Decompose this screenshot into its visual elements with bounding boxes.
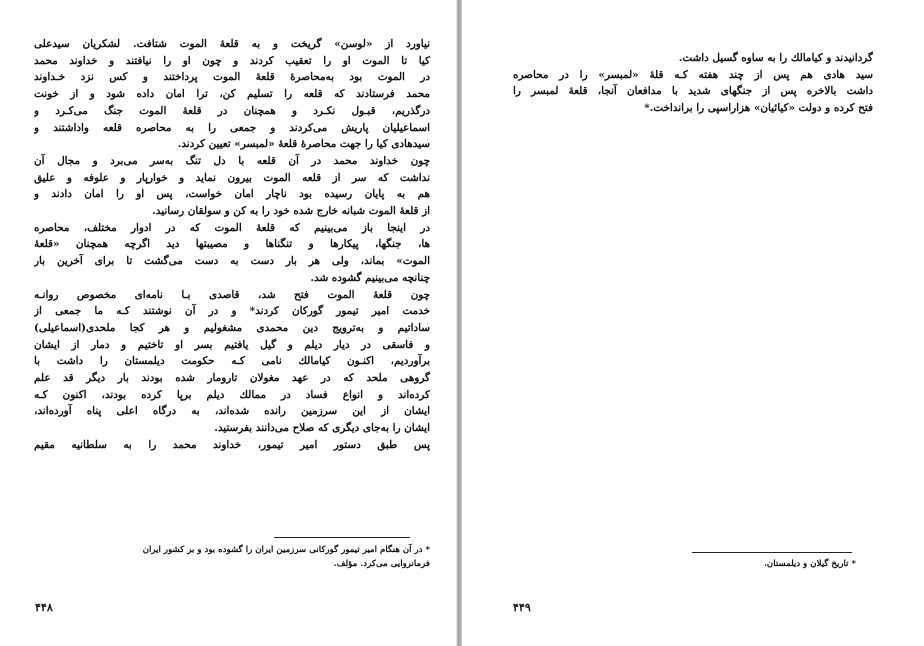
text-line: سیدهادی کیا را جهت محاصرۀ قلعۀ «لمبسر» تعیین کردند. — [177, 138, 430, 151]
text-line: پس طبق دستور امیر تیمور، خداوند محمد را به سلطانیه مقیم — [34, 438, 430, 451]
text-line: گروهی ملحد که در عهد مغولان تارومار شده بودند بار دیگر قد علم — [34, 372, 430, 385]
text-line: در الموت بود به‌محاصرۀ قلعۀ الموت پرداختند و کس نزد خـداوند — [34, 71, 430, 84]
right-page-body — [513, 50, 873, 117]
text-line: و فاسقی در دیار دیلم و گیل یافتیم بسر او تاختیم و دمار از ایشان — [34, 338, 430, 351]
text-line: فتح کرده و دولت «کیائیان» هزاراسپی را برانداخت.* — [644, 102, 873, 115]
text-line: نیاورد از «لوسن» گریخت و به قلعۀ الموت شتافت. لشکریان سیدعلی — [34, 38, 430, 50]
text-line: داشت بالاخره پس از جنگهای شدید با مدافعان آنجا، قلعۀ لمبسر را — [513, 85, 873, 98]
text-line: محمد فرستادند که قلعه را تسلیم کن، ترا امان داده شود و از خونت — [34, 88, 430, 101]
text-line: هم به پایان رسیده بود ناچار امان خواست، پس او را امان دادند و — [34, 188, 430, 201]
right-footnote — [692, 557, 856, 571]
text-line: برآوردیم، اکنـون کیامالك نامی کـه حکومت دیلمستان را داشت با — [34, 355, 430, 368]
text-line: ها، جنگها، پیکارها و تنگناها و مصیبتها دید اگرچه همچنان «قلعۀ — [34, 238, 430, 251]
text-line: از قلعۀ الموت شبانه خارج شده خود را به کن و سولقان رسانید. — [152, 205, 430, 218]
left-page — [0, 0, 456, 646]
text-line: کیا تا الموت او را تعقیب کردند و چون او را نیافتند و خداوند محمد — [34, 54, 430, 67]
text-line: در اینجا باز می‌بینیم که قلعۀ الموت که در ادوار مختلف، محاصره‌ — [34, 221, 430, 234]
text-line: درگذریم، قبـول نکـرد و همچنان در قلعۀ الموت جنگ می‌کـرد و — [34, 104, 430, 117]
text-line: ایشان را به‌جای دیگری که صلاح می‌دانند بفرستید. — [214, 422, 430, 435]
text-line: سید هادی هم پس از چند هفته کـه قلۀ «لمبسر» را در محاصره — [513, 68, 873, 81]
left-page-body — [34, 36, 430, 454]
page-number-right: ۴۴۹ — [513, 601, 531, 614]
left-footnote — [40, 543, 430, 571]
text-line: ساداتیم و به‌ترویج دین محمدی مشغولیم و هر کجا ملحدی(اسماعیلی) — [34, 321, 430, 334]
text-line: ایشان از این سرزمین رانده شده‌اند، به درگاه اعلی پناه آورده‌اند، — [34, 405, 430, 418]
footnote-rule — [692, 552, 852, 553]
text-line: اسماعیلیان پاریش می‌کردند و جمعی را به محاصره قلعه واداشتند و — [34, 121, 430, 134]
text-line: چون خداوند محمد در آن قلعه با دل تنگ به‌سر می‌برد و مجال آن — [34, 154, 430, 167]
right-page — [462, 0, 924, 646]
text-line: الموت» بماند، ولی هر بار دست به دست می‌گشت تا برای آخرین بار — [34, 255, 430, 268]
footnote-rule — [274, 537, 410, 538]
footnote-line: * در آن هنگام امیر تیمور گورکانی سرزمین ایران را گشوده بود و بر کشور ایران — [142, 545, 430, 555]
page-number-left: ۴۴۸ — [35, 601, 53, 614]
footnote-line: فرمانروایی می‌کرد. مؤلف. — [333, 559, 430, 569]
text-line: کرده‌اند و انواع فساد در ممالك دیلم برپا کرده بودند، اکنون کـه — [34, 388, 430, 401]
footnote-line: * تاریخ گیلان و دیلمستان. — [763, 559, 856, 569]
text-line: چون قلعۀ الموت فتح شد، قاصدی بـا نامه‌ای مخصوص روانـه — [34, 288, 430, 301]
text-line: نداشت که سر از قلعه الموت بیرون نماید و خوارپار و علوفه و علیق — [34, 171, 430, 184]
text-line: چنانچه می‌بینیم گشوده شد. — [310, 271, 430, 284]
text-line: گردانیدند و کیامالك را به ساوه گسیل داشت. — [678, 52, 873, 64]
text-line: خدمت امیر تیمور گورکان کردند* و در آن نوشتند کـه ما جمعی از — [34, 305, 430, 318]
